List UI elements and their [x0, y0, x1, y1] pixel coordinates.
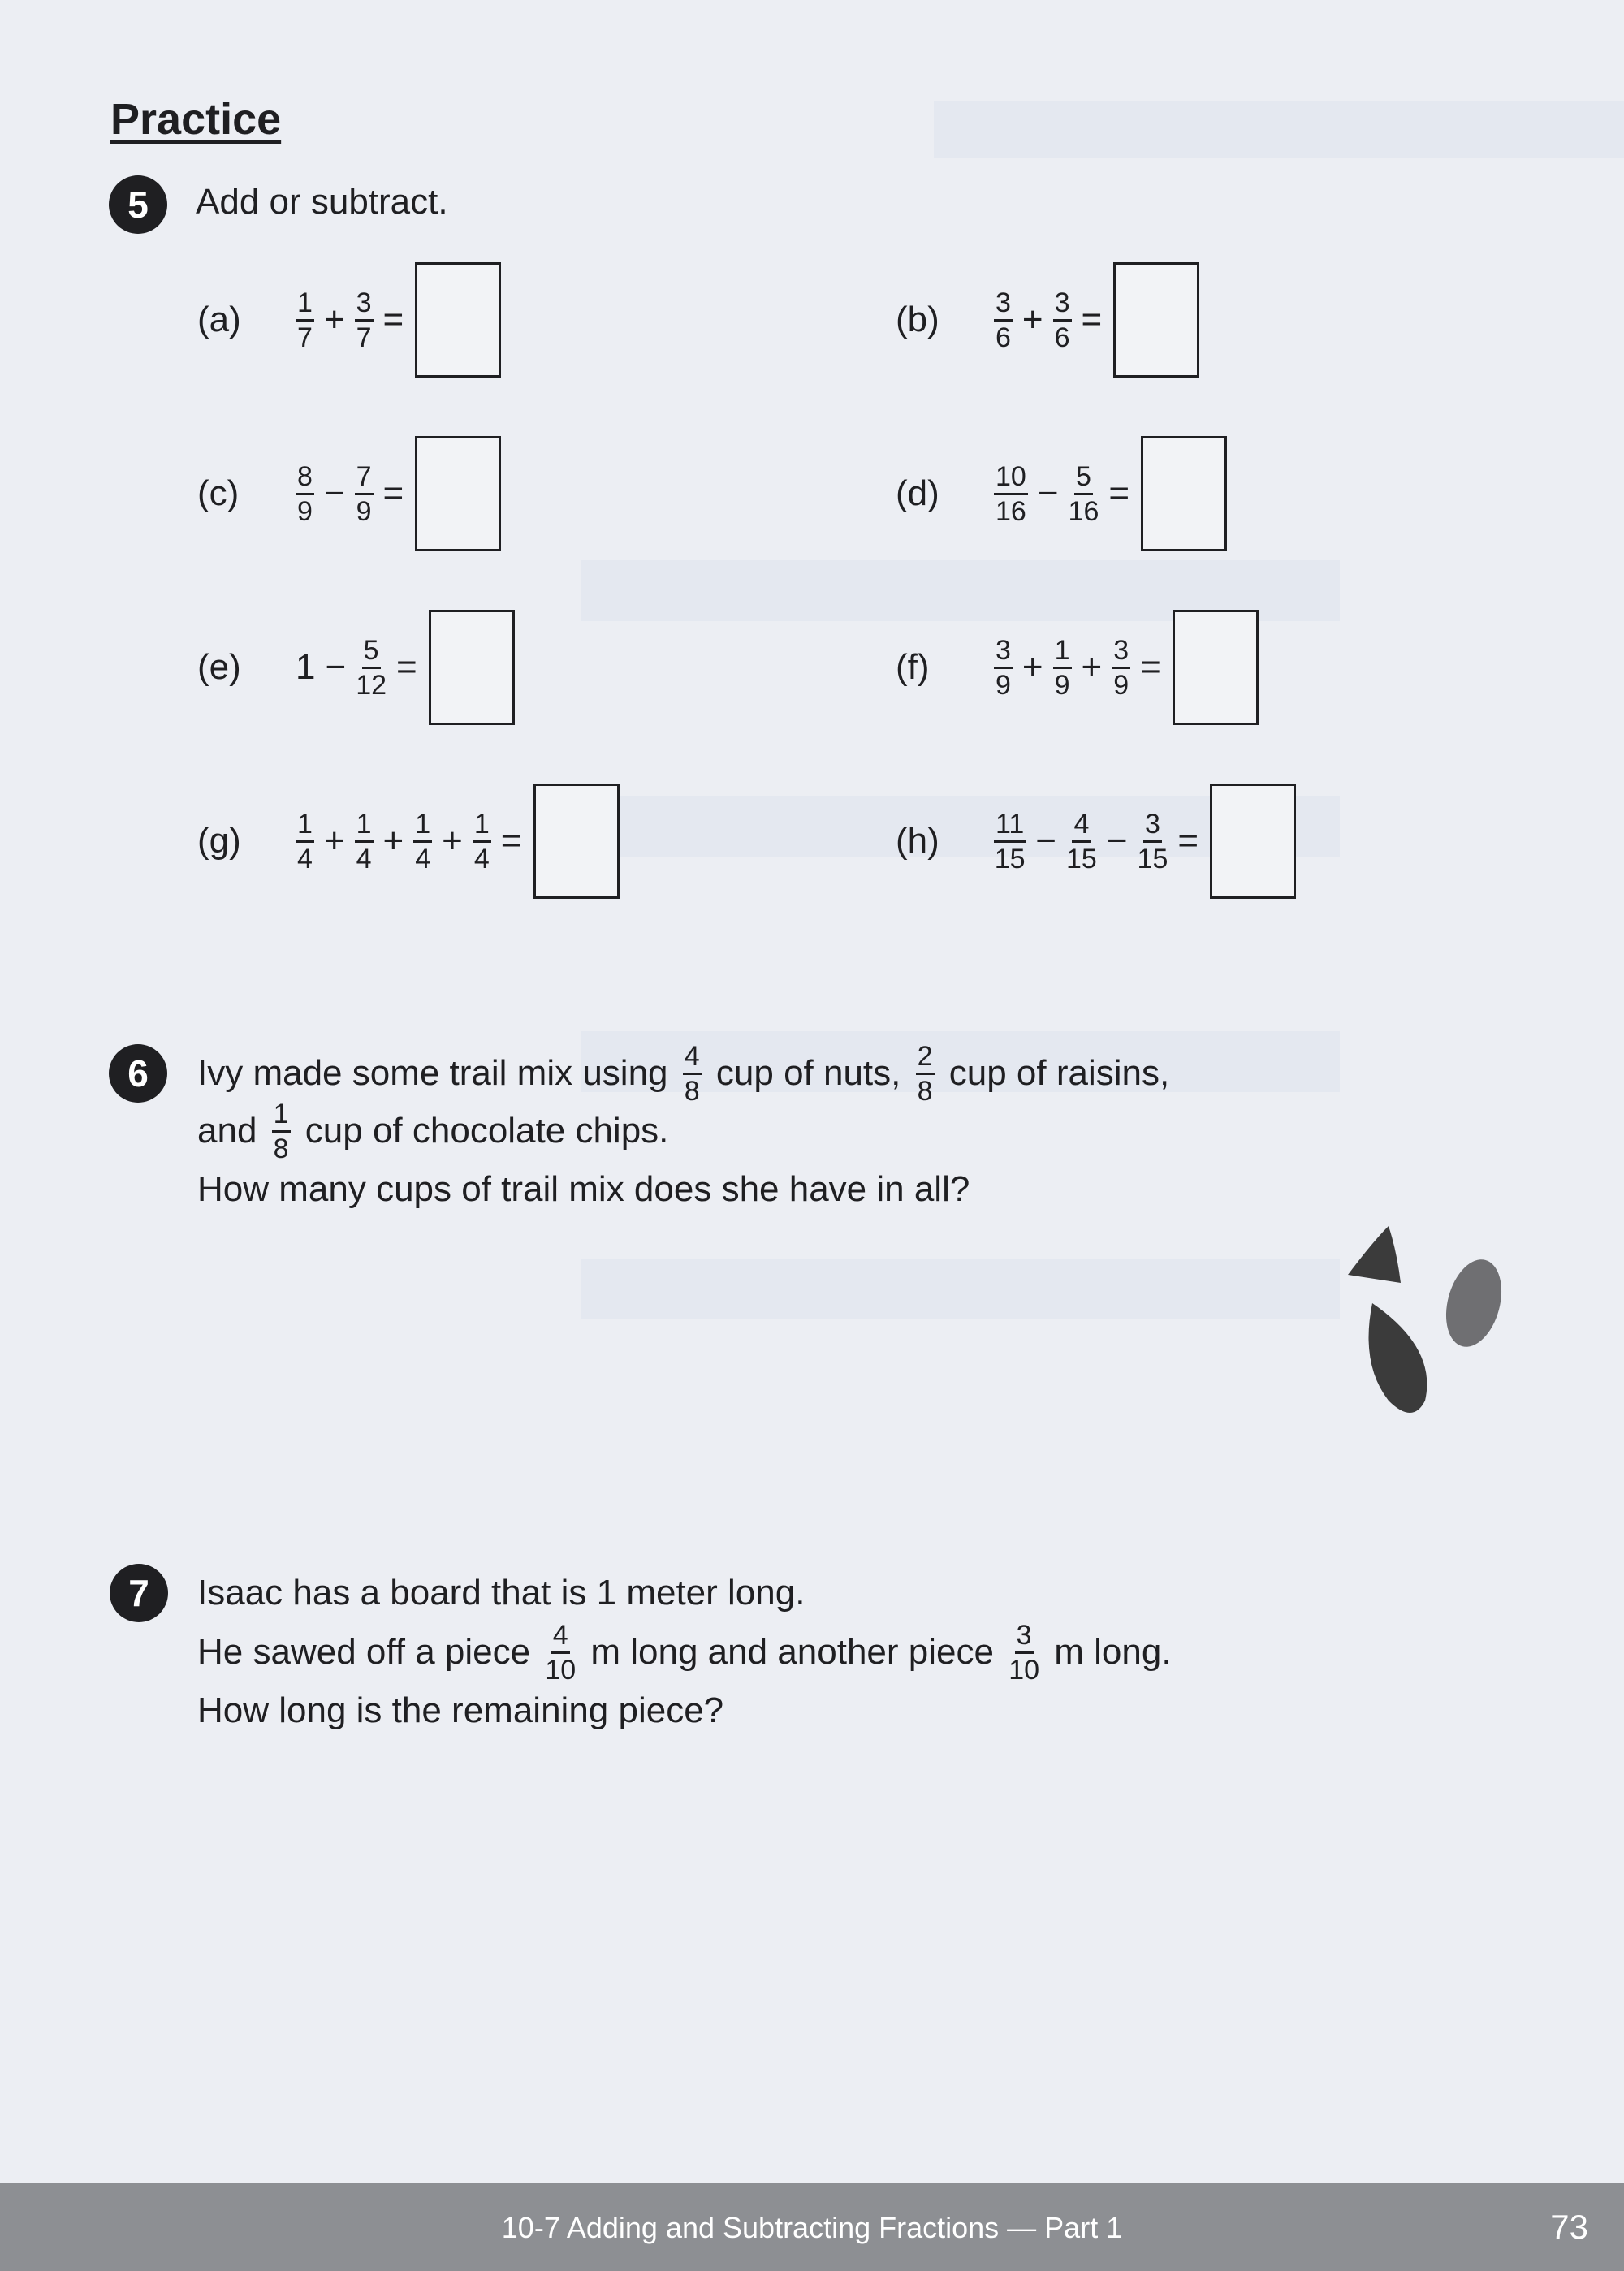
numerator: 3	[1112, 637, 1130, 669]
text-line	[197, 1040, 1170, 1107]
item-label: (c)	[197, 473, 240, 513]
operator: =	[396, 647, 417, 687]
denominator: 4	[297, 843, 313, 874]
operator: =	[1140, 647, 1161, 687]
operator: =	[1081, 300, 1103, 339]
operator: +	[1081, 647, 1103, 687]
fraction	[994, 460, 1028, 527]
fraction	[413, 810, 432, 873]
numerator: 1	[413, 810, 432, 843]
raisin-icon	[1437, 1254, 1510, 1354]
numerator: 2	[916, 1043, 935, 1075]
text-line	[197, 1619, 1172, 1686]
fraction	[272, 1100, 291, 1163]
fraction	[683, 1040, 702, 1107]
fraction	[1009, 1621, 1039, 1684]
trail-mix-illustration	[1340, 1226, 1510, 1421]
numerator: 1	[473, 810, 491, 843]
fraction	[994, 634, 1013, 701]
text-segment: cup of nuts,	[706, 1053, 911, 1093]
denominator: 4	[415, 843, 431, 874]
answer-box[interactable]	[429, 610, 515, 725]
fraction	[545, 1621, 576, 1684]
item-label: (g)	[197, 821, 241, 861]
text-segment: Isaac has a board that is 1 meter long.	[197, 1573, 806, 1613]
text-segment: and	[197, 1111, 267, 1151]
text-segment: How long is the remaining piece?	[197, 1690, 724, 1730]
question-number-5: 5	[109, 175, 167, 234]
text-line	[197, 1098, 669, 1164]
numerator: 3	[1015, 1621, 1034, 1654]
numerator: 3	[994, 289, 1013, 322]
numerator: 10	[994, 463, 1028, 495]
numerator: 1	[1053, 637, 1072, 669]
fraction	[994, 810, 1026, 873]
answer-box[interactable]	[533, 784, 620, 899]
text-segment: m long and another piece	[581, 1632, 1004, 1672]
chocolate-chip-icon	[1348, 1226, 1401, 1283]
denominator: 7	[356, 322, 372, 353]
operator: +	[323, 300, 345, 339]
numerator: 11	[994, 810, 1026, 843]
item-label: (b)	[896, 300, 939, 339]
q5-instruction: Add or subtract.	[196, 182, 448, 222]
denominator: 9	[356, 495, 372, 527]
answer-box[interactable]	[1141, 436, 1227, 551]
fraction	[355, 460, 374, 527]
denominator: 4	[473, 843, 490, 874]
numerator: 4	[683, 1043, 702, 1075]
numerator: 1	[296, 289, 314, 322]
operator: −	[1106, 821, 1128, 861]
item-label: (f)	[896, 647, 930, 687]
text-segment: How many cups of trail mix does she have in all?	[197, 1169, 970, 1209]
numerator: 3	[994, 637, 1013, 669]
text-segment: Ivy made some trail mix using	[197, 1053, 678, 1093]
exercise-item	[896, 437, 1227, 550]
denominator: 9	[1113, 669, 1129, 701]
denominator: 10	[545, 1654, 577, 1686]
numerator: 7	[355, 463, 374, 495]
show-through-banner	[934, 101, 1624, 158]
denominator: 7	[297, 322, 313, 353]
exercise-item	[197, 437, 501, 550]
operator: +	[1021, 647, 1043, 687]
fraction	[296, 810, 314, 873]
denominator: 16	[996, 495, 1026, 527]
operator: −	[325, 647, 347, 687]
answer-box[interactable]	[1173, 610, 1259, 725]
fraction	[296, 460, 314, 527]
numerator: 5	[362, 637, 381, 669]
operator: −	[1035, 821, 1056, 861]
exercise-item	[896, 784, 1296, 898]
fraction	[1068, 460, 1099, 527]
question-number-7: 7	[110, 1564, 168, 1622]
text-line	[197, 1565, 805, 1621]
question-number-6: 6	[109, 1044, 167, 1103]
operator: =	[1177, 821, 1199, 861]
denominator: 15	[1137, 843, 1168, 874]
denominator: 12	[356, 669, 387, 701]
fraction	[916, 1040, 935, 1107]
numerator: 5	[1074, 463, 1093, 495]
operator: +	[382, 821, 404, 861]
fraction	[296, 289, 314, 352]
exercise-item	[896, 263, 1199, 377]
fraction	[1053, 634, 1072, 701]
exercise-item	[197, 784, 620, 898]
numerator: 4	[551, 1621, 570, 1654]
denominator: 9	[297, 495, 313, 527]
item-label: (e)	[197, 647, 241, 687]
denominator: 9	[1054, 669, 1070, 701]
lesson-title: 10-7 Adding and Subtracting Fractions — Part 1	[501, 2211, 1123, 2244]
operator: +	[1021, 300, 1043, 339]
fraction	[473, 810, 491, 873]
answer-box[interactable]	[415, 262, 501, 378]
page-footer	[0, 2183, 1624, 2271]
exercise-item	[197, 611, 515, 724]
fraction	[1053, 289, 1072, 352]
almond-icon	[1369, 1303, 1427, 1413]
numerator: 4	[1072, 810, 1091, 843]
operator: −	[1037, 473, 1059, 513]
operator: =	[1108, 473, 1130, 513]
operator: +	[323, 821, 345, 861]
operator: =	[500, 821, 522, 861]
exercise-item	[197, 263, 501, 377]
numerator: 3	[1053, 289, 1072, 322]
denominator: 8	[684, 1075, 700, 1107]
page-number: 73	[1550, 2208, 1588, 2246]
operator: −	[323, 473, 345, 513]
text-segment: He sawed off a piece	[197, 1632, 541, 1672]
item-label: (h)	[896, 821, 939, 861]
fraction	[356, 634, 387, 701]
fraction	[1112, 634, 1130, 701]
denominator: 16	[1068, 495, 1099, 527]
text-line	[197, 1161, 970, 1218]
fraction	[355, 810, 374, 873]
item-label: (d)	[896, 473, 939, 513]
denominator: 15	[994, 843, 1026, 874]
fraction	[1138, 810, 1168, 873]
exercise-item	[896, 611, 1259, 724]
denominator: 9	[996, 669, 1011, 701]
fraction	[355, 289, 374, 352]
denominator: 8	[273, 1133, 289, 1164]
denominator: 8	[917, 1075, 933, 1107]
numerator: 1	[355, 810, 374, 843]
fraction	[994, 289, 1013, 352]
answer-box[interactable]	[1210, 784, 1296, 899]
text-segment: cup of raisins,	[939, 1053, 1170, 1093]
answer-box[interactable]	[1113, 262, 1199, 378]
operator: =	[382, 300, 404, 339]
denominator: 6	[996, 322, 1011, 353]
denominator: 10	[1009, 1654, 1040, 1686]
item-label: (a)	[197, 300, 241, 339]
operator: 1	[296, 647, 316, 687]
numerator: 8	[296, 463, 314, 495]
text-line	[197, 1682, 723, 1739]
section-title: Practice	[110, 95, 282, 144]
fraction	[1066, 810, 1097, 873]
show-through-bar	[581, 1259, 1340, 1319]
operator: +	[442, 821, 463, 861]
denominator: 15	[1066, 843, 1097, 874]
answer-box[interactable]	[415, 436, 501, 551]
numerator: 3	[355, 289, 374, 322]
numerator: 1	[272, 1100, 291, 1133]
operator: =	[382, 473, 404, 513]
numerator: 1	[296, 810, 314, 843]
text-segment: cup of chocolate chips.	[295, 1111, 669, 1151]
numerator: 3	[1143, 810, 1162, 843]
denominator: 6	[1054, 322, 1070, 353]
text-segment: m long.	[1044, 1632, 1172, 1672]
denominator: 4	[356, 843, 372, 874]
